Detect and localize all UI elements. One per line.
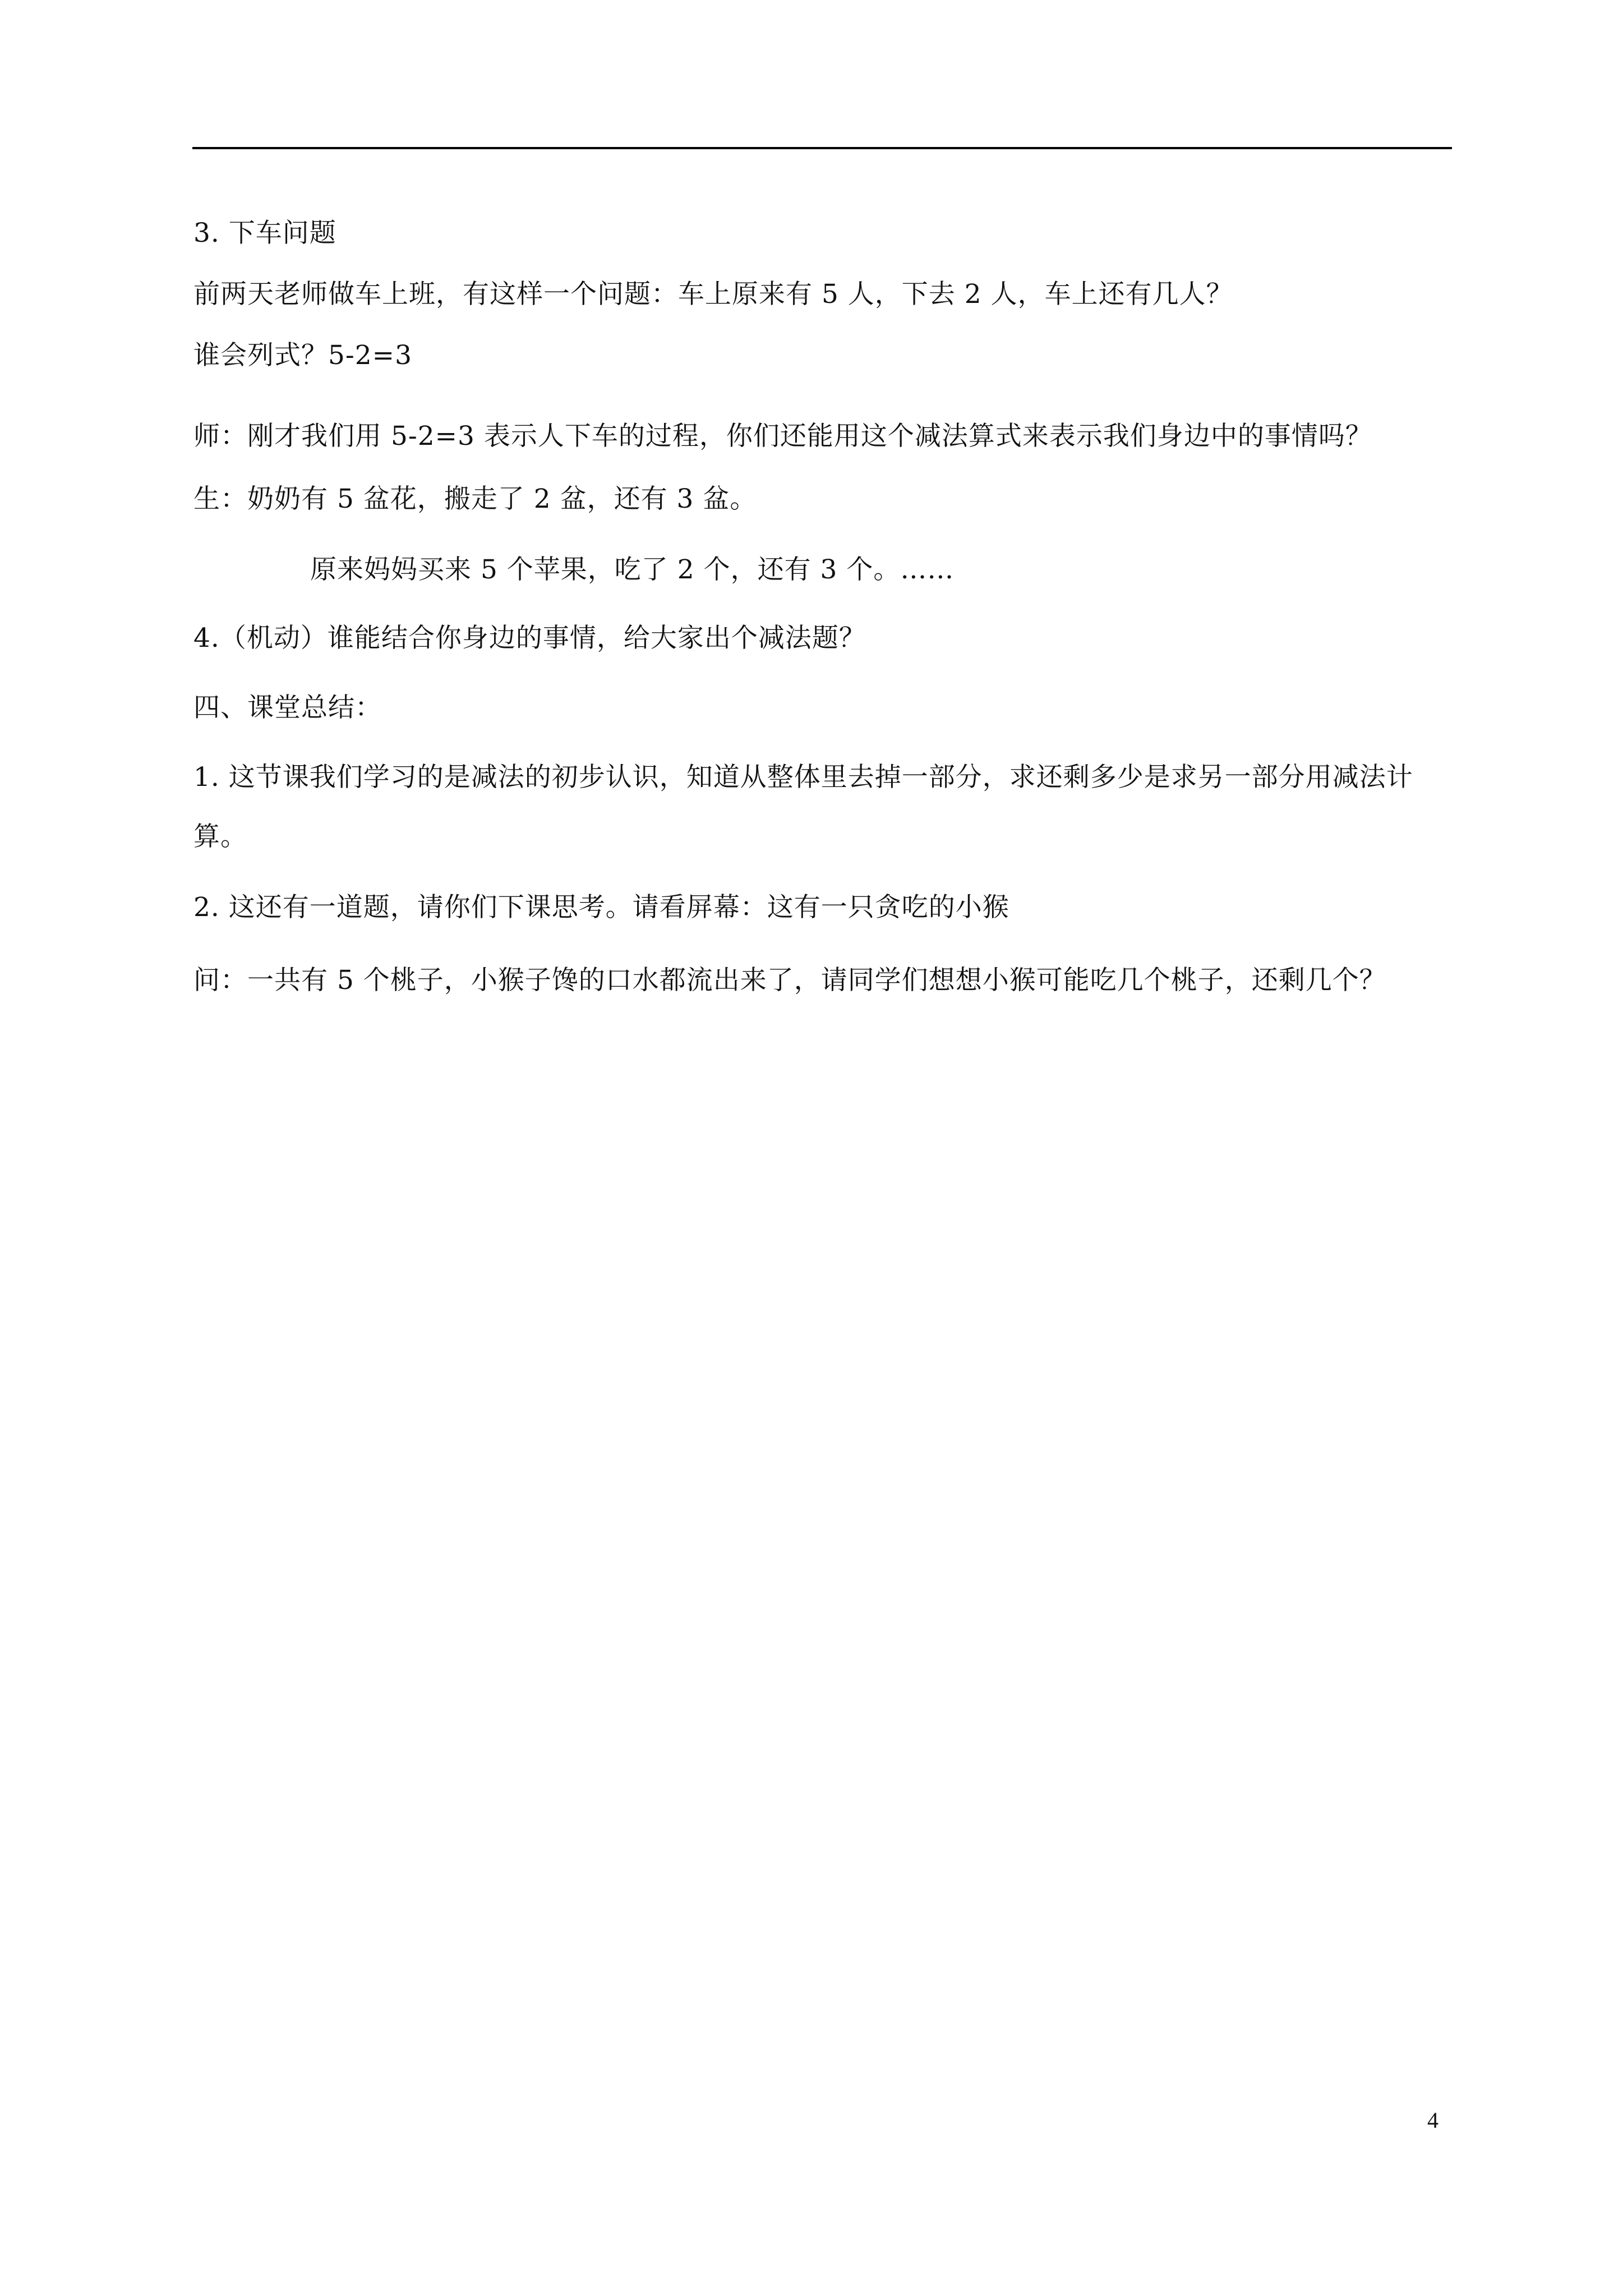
paragraph-summary-point-2: 2. 这还有一道题，请你们下课思考。请看屏幕：这有一只贪吃的小猴 (193, 892, 1009, 923)
paragraph-student-answer-apples: 原来妈妈买来 5 个苹果，吃了 2 个，还有 3 个。…… (310, 554, 955, 585)
heading-get-off-bus-problem: 3. 下车问题 (193, 218, 336, 249)
paragraph-teacher-prompt: 师：刚才我们用 5-2=3 表示人下车的过程，你们还能用这个减法算式来表示我们身边中的事情吗？ (193, 421, 1372, 452)
paragraph-student-answer-flowers: 生：奶奶有 5 盆花，搬走了 2 盆，还有 3 盆。 (193, 484, 757, 514)
page-number: 4 (1427, 2108, 1438, 2133)
paragraph-summary-point-1: 1. 这节课我们学习的是减法的初步认识，知道从整体里去掉一部分，求还剩多少是求另一部分用减法计算。 (193, 762, 1413, 852)
paragraph-who-writes-equation: 谁会列式？5-2=3 (193, 340, 412, 371)
heading-class-summary: 四、课堂总结： (193, 692, 382, 723)
paragraph-flexible-activity: 4.（机动）谁能结合你身边的事情，给大家出个减法题？ (193, 623, 866, 654)
paragraph-monkey-question: 问：一共有 5 个桃子，小猴子馋的口水都流出来了，请同学们想想小猴可能吃几个桃子，还剩几个？ (193, 965, 1386, 996)
header-rule (192, 147, 1452, 149)
paragraph-bus-question: 前两天老师做车上班，有这样一个问题：车上原来有 5 人，下去 2 人，车上还有几人？ (193, 279, 1233, 310)
